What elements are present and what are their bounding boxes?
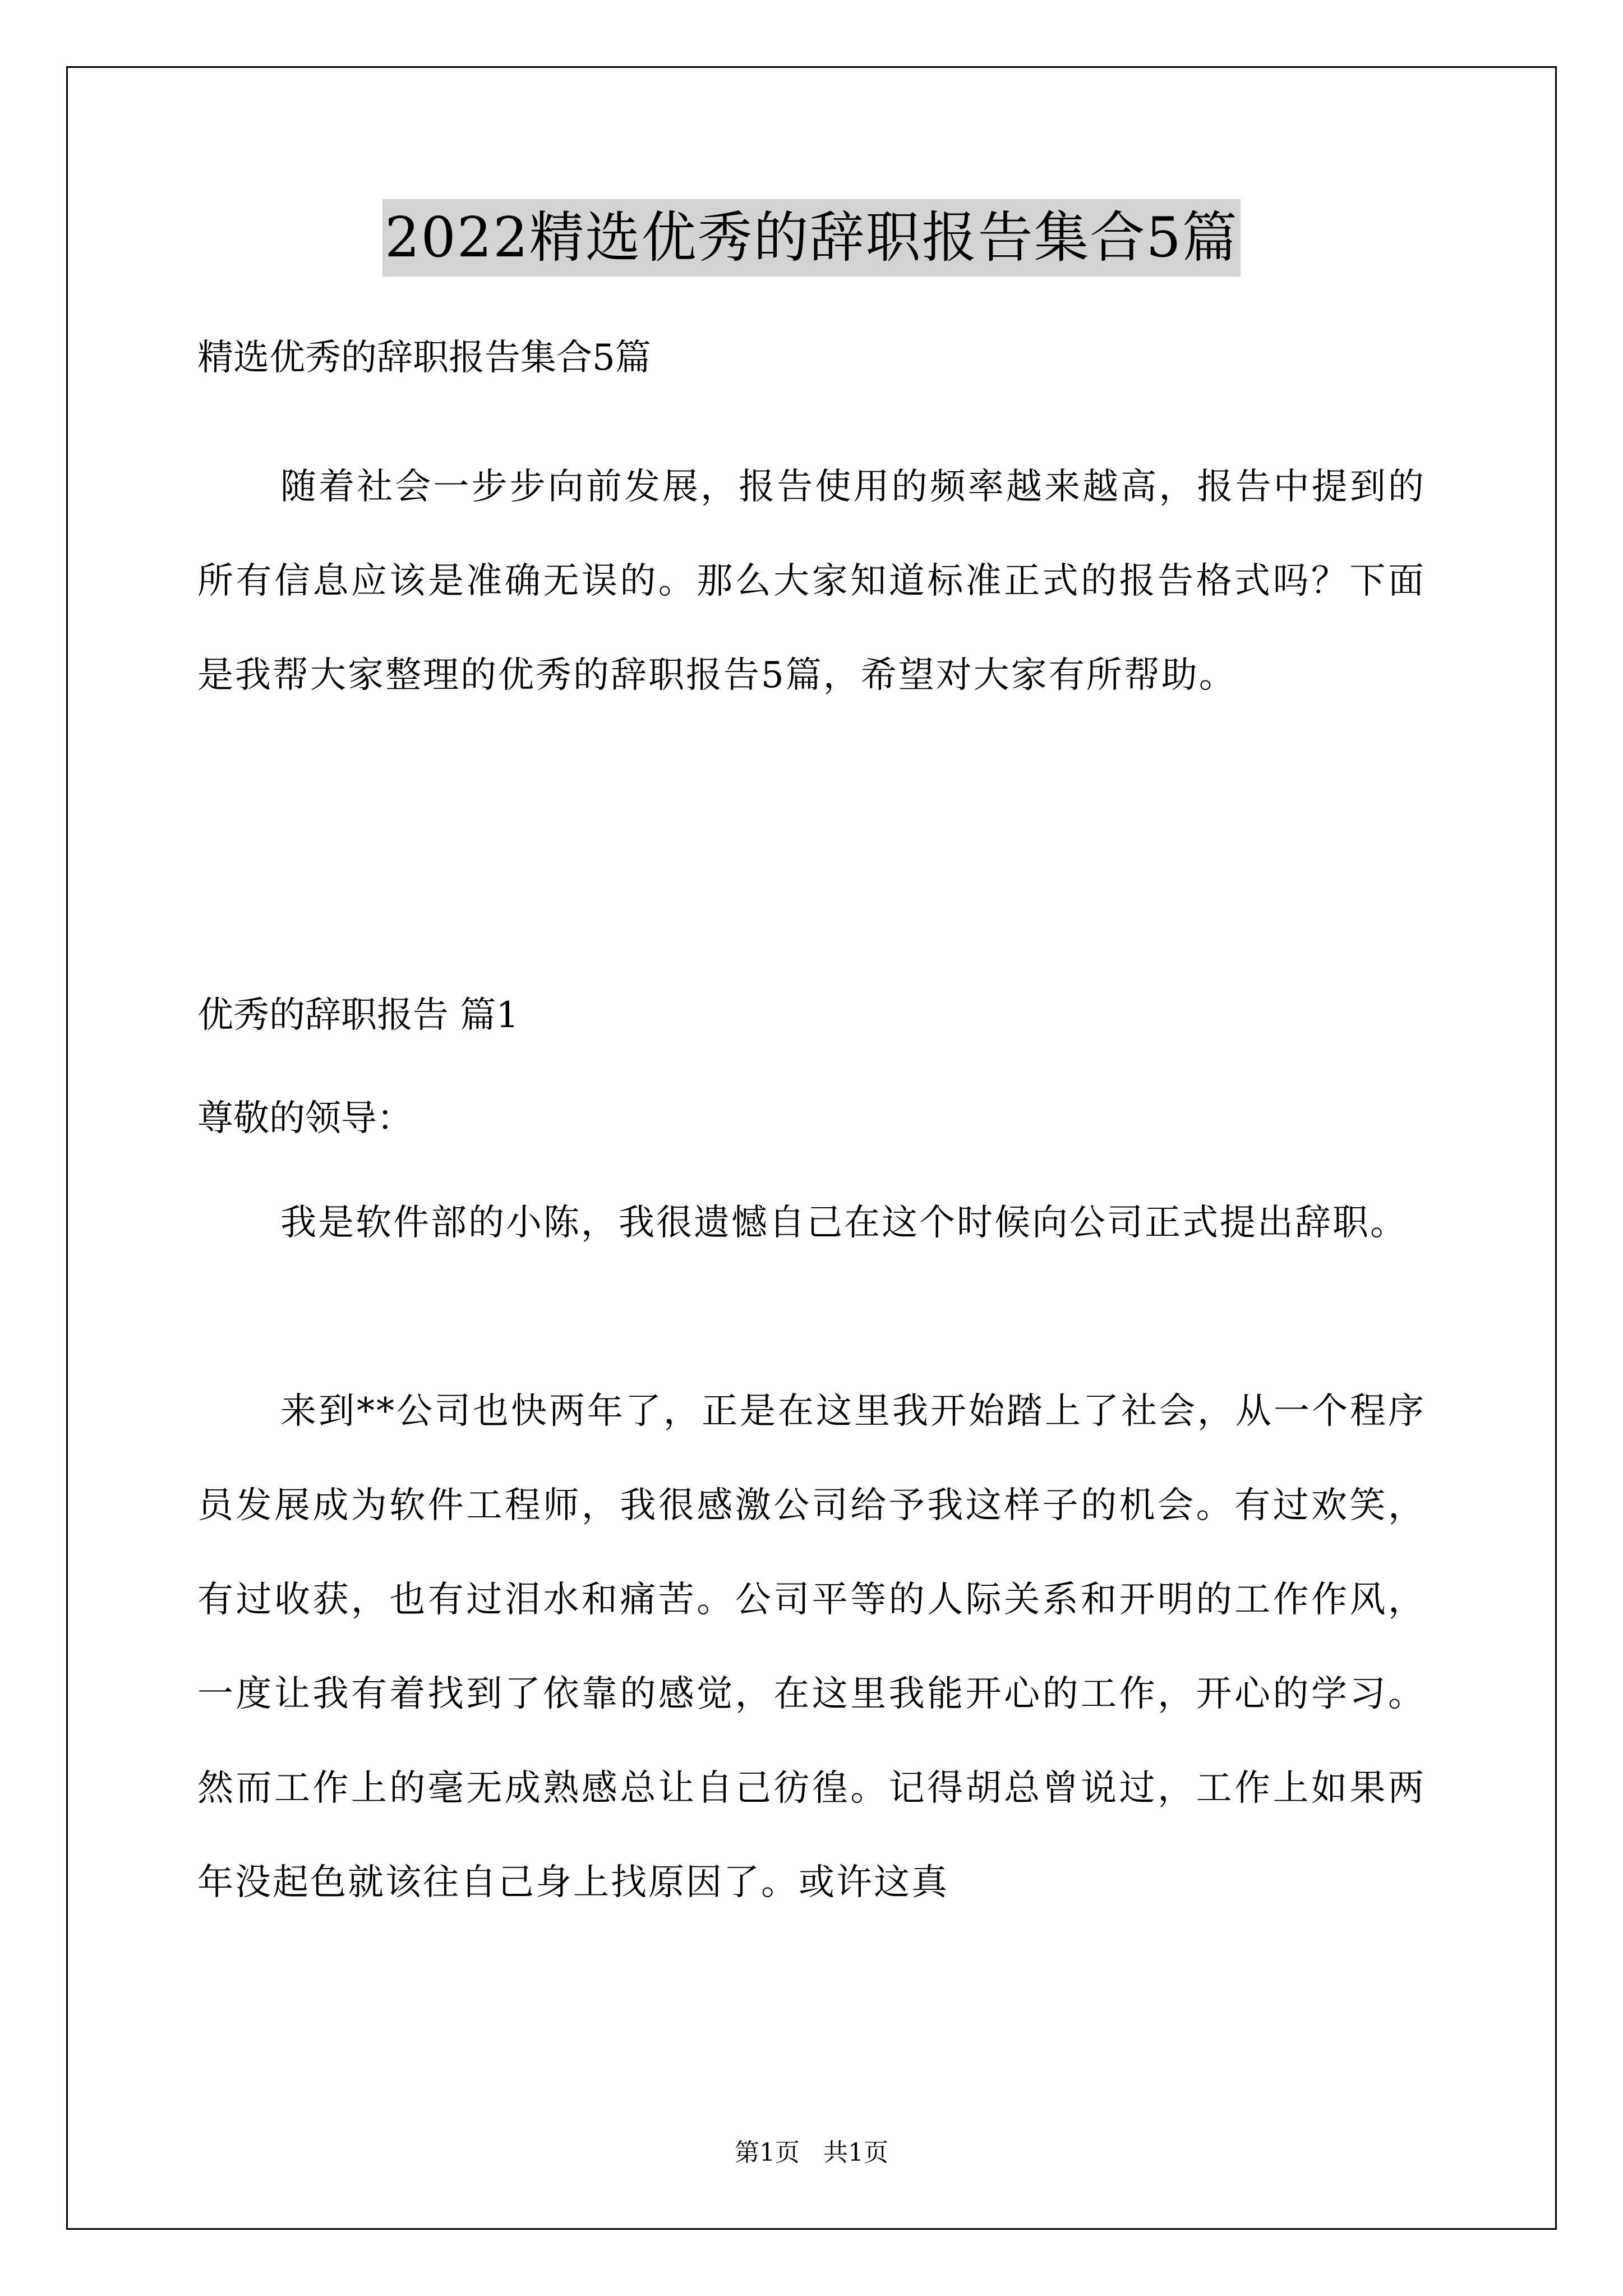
intro-paragraph: 随着社会一步步向前发展，报告使用的频率越来越高，报告中提到的所有信息应该是准确无误的。那么大家知道标准正式的报告格式吗？下面是我帮大家整理的优秀的辞职报告5篇，希望对大家有所帮助。 bbox=[197, 466, 1426, 696]
document-title: 2022精选优秀的辞职报告集合5篇 bbox=[382, 199, 1241, 277]
document-subtitle: 精选优秀的辞职报告集合5篇 bbox=[197, 337, 651, 379]
page-total: 共1页 bbox=[823, 2138, 888, 2167]
body-paragraph-1: 我是软件部的小陈，我很遗憾自己在这个时候向公司正式提出辞职。 bbox=[280, 1202, 1408, 1244]
page-footer bbox=[0, 2136, 1623, 2170]
section-heading: 优秀的辞职报告 篇1 bbox=[197, 995, 519, 1036]
body-paragraph-2: 来到**公司也快两年了，正是在这里我开始踏上了社会，从一个程序员发展成为软件工程师，我很感激公司给予我这样子的机会。有过欢笑，有过收获，也有过泪水和痛苦。公司平等的人际关系和开明的工作作风，一度让我有着找到了依靠的感觉，在这里我能开心的工作，开心的学习。然而工作上的毫无成熟感总让自己彷徨。记得胡总曾说过，工作上如果两年没起色就该往自己身上找原因了。或许这真 bbox=[197, 1391, 1426, 1903]
page-number: 第1页 bbox=[735, 2138, 800, 2167]
title-container bbox=[0, 199, 1623, 277]
salutation: 尊敬的领导： bbox=[197, 1098, 413, 1139]
